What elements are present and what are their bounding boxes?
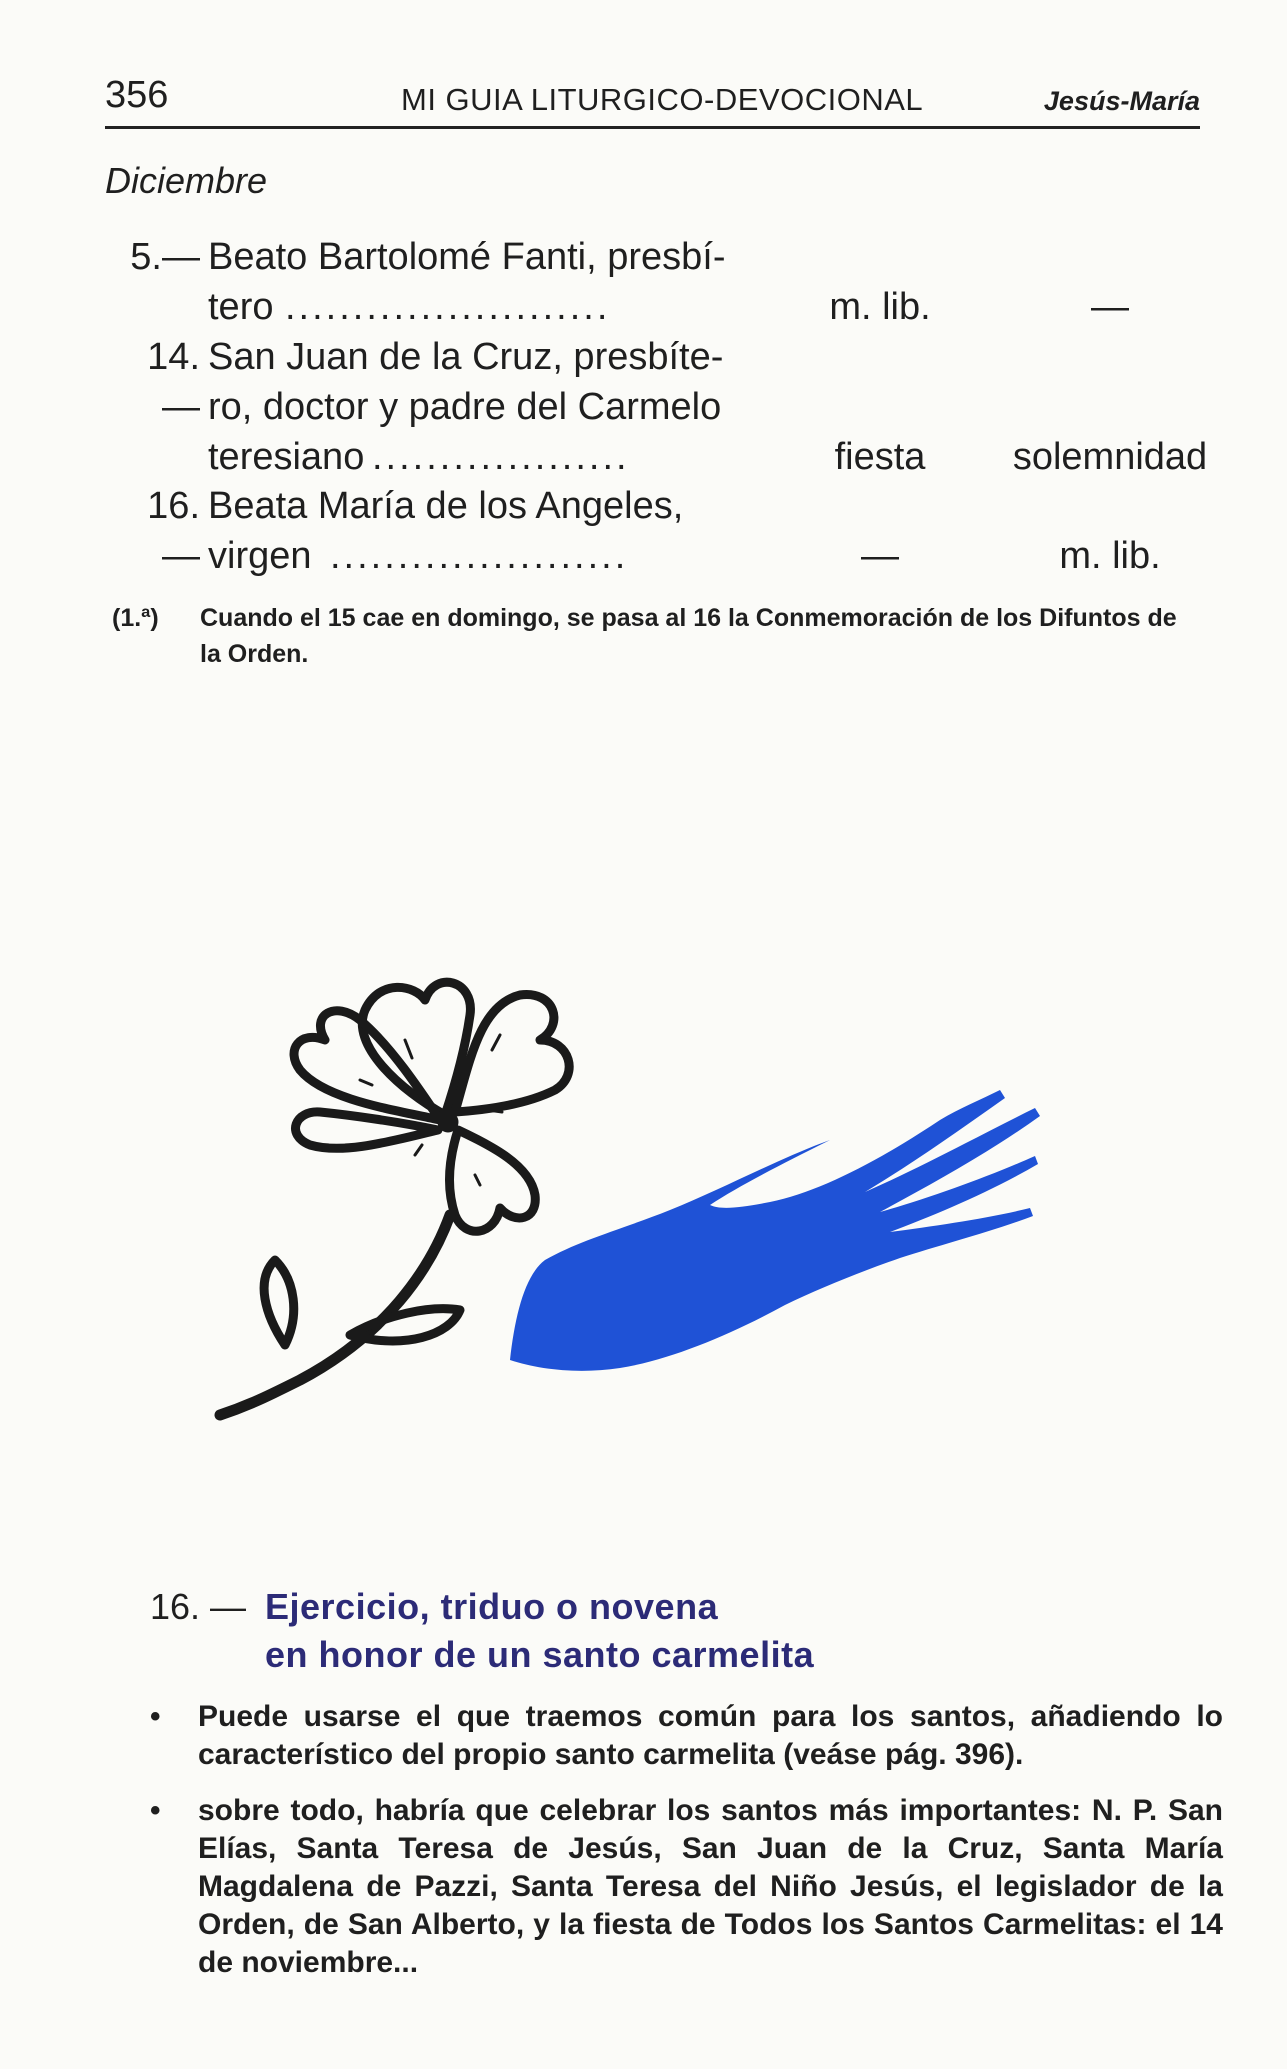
hand-icon bbox=[510, 1090, 1040, 1371]
entry-number: 16.— bbox=[147, 485, 200, 577]
running-header bbox=[105, 68, 1200, 129]
rank-carmelite: solemnidad bbox=[1012, 436, 1208, 478]
flower-and-hand-illustration bbox=[200, 940, 1140, 1500]
rank-ordinary: — bbox=[861, 535, 899, 577]
rank-ordinary: fiesta bbox=[834, 436, 926, 478]
dot-leader: ........................ bbox=[285, 286, 611, 328]
dot-leader: ...................... bbox=[330, 535, 629, 577]
subsection-number: 16. — bbox=[150, 1586, 247, 1627]
rank-carmelite: — bbox=[1091, 286, 1129, 328]
dot-leader: ................... bbox=[372, 436, 630, 478]
rank-ordinary: m. lib. bbox=[829, 286, 931, 328]
entry-line: Beato Bartolomé Fanti, presbí- bbox=[208, 236, 726, 278]
footnote-mark: (1.ª) bbox=[112, 604, 159, 632]
entry-line: Beata María de los Angeles, bbox=[208, 485, 684, 527]
entry-line: tero bbox=[208, 286, 274, 328]
book-title: MI GUIA LITURGICO-DEVOCIONAL bbox=[401, 82, 924, 117]
entry-line: San Juan de la Cruz, presbíte- bbox=[208, 336, 724, 378]
subsection-title-line: en honor de un santo carmelita bbox=[265, 1634, 815, 1675]
month-heading: Diciembre bbox=[105, 160, 268, 201]
calendar-entry bbox=[120, 332, 1220, 482]
bullet-text: sobre todo, habría que celebrar los santos más importantes: N. P. San Elías, Santa Teresa de Jesús, San Juan de la Cruz, Santa María Magdalena de Pazzi, Santa Teresa del Niño Jesús, el legislador de la Orden, de San Alberto, y la fiesta de Todos los Santos Carmelitas: el 14 de noviembre... bbox=[198, 1794, 1223, 1979]
calendar-entry bbox=[120, 232, 1220, 332]
entry-number: 5.— bbox=[130, 236, 200, 278]
entry-line: teresiano bbox=[208, 436, 365, 478]
bullet-icon: • bbox=[150, 1794, 161, 1827]
bullet-icon: • bbox=[150, 1700, 161, 1733]
bullet-text: Puede usarse el que traemos común para los santos, añadiendo lo característico del propio santo carmelita (veáse pág. 396). bbox=[198, 1700, 1223, 1771]
rank-carmelite: m. lib. bbox=[1059, 535, 1161, 577]
page-number: 356 bbox=[105, 74, 169, 116]
entry-number: 14.— bbox=[147, 336, 200, 428]
entry-line: virgen bbox=[208, 535, 312, 577]
footnote-text: Cuando el 15 cae en domingo, se pasa al 16 la Conmemoración de los Difuntos de la Orden. bbox=[200, 604, 1177, 668]
entry-line: ro, doctor y padre del Carmelo bbox=[208, 386, 722, 428]
section-tag: Jesús-María bbox=[1043, 86, 1200, 116]
calendar-entry bbox=[120, 481, 1220, 581]
subsection-title-line: Ejercicio, triduo o novena bbox=[265, 1586, 719, 1627]
